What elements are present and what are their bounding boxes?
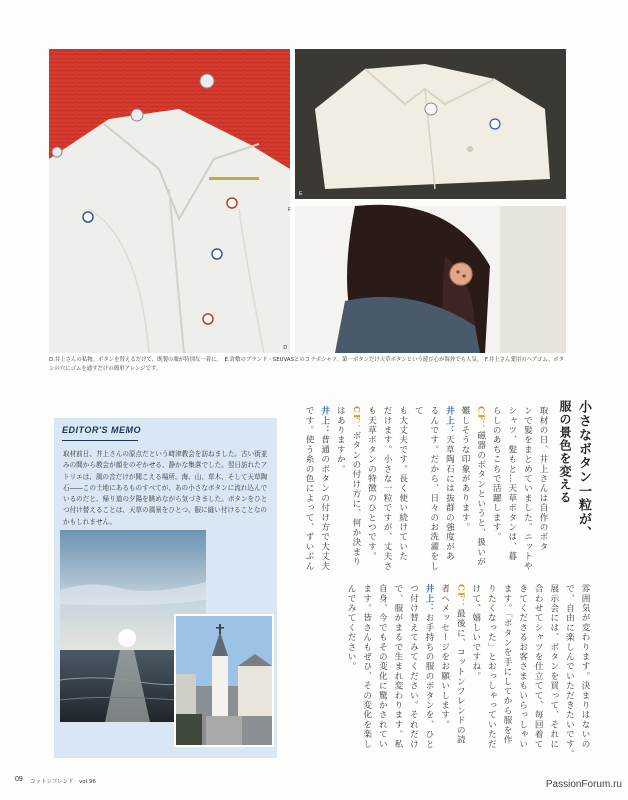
article-line: CF：ボタンの付け方に、何か決まり [350, 406, 361, 567]
article-line: も大丈夫です。長く使い続けていた [397, 406, 408, 562]
article-line: で、自由に楽しんでいただきたいです。 [564, 584, 575, 759]
photo-d-label: D [283, 345, 287, 351]
article-line: ます。皆さんもぜひ、その変化を楽し [361, 584, 372, 749]
article-line: 取材の日、井上さんは自作のボタ [538, 406, 548, 552]
speaker-tag: 井上： [444, 406, 455, 436]
article-line: も天草ボタンの特徴のひとつです。 [366, 406, 377, 562]
photo-f-label: F [288, 207, 292, 213]
memo-title-underline [62, 440, 138, 441]
article-line: 者へメッセージをお願いします。 [439, 584, 450, 730]
photo-f-hair-tie [288, 206, 566, 353]
article-line: りたくなった」とおっしゃっていただ [486, 584, 497, 749]
article-line: です。使う糸の色によって、ずいぶん [304, 406, 315, 571]
article-line: CF：磁器のボタンというと、扱いが [475, 406, 486, 567]
article-line: けて、嬉しいですね。 [470, 584, 481, 681]
watermark: PassionForum.ru [545, 779, 622, 790]
page-number: 09 [15, 776, 23, 783]
memo-photo-church [174, 614, 274, 747]
speaker-tag: CF： [455, 584, 466, 609]
memo-title: EDITOR'S MEMO [62, 425, 141, 435]
speaker-tag: 井上： [424, 584, 435, 614]
memo-text: 取材前日、井上さんの原点だという﨑津教会を訪ねました。古い街並みの間から教会が顔をのぞかせる、静かな集落でした。翌日訪れたアトリエは、風の音だけが聞こえる場所。海、山、草木、そして天草陶石――この土地にあるものすべてが、あの小さなボタンに流れ込んでいるのだと、帰り道の夕陽を眺めながら気づきました。ボタンをひとつ付け替えることは、天草の風景をひとつ、服に縫い付けることなのかもしれません。 [63, 450, 268, 526]
photo-caption: D.井上さんの私物。ボタンを替えるだけで、既製の服が特別な一着に。 E.倉敷のブランド・SEUVASとのコラボシャツ。第一ボタンだけ天草ボタンという遊び心が海外でも人気。 F.井上さん愛用のヘアゴム。ボタンの穴にゴムを通すだけの簡単アレンジです。 [49, 357, 565, 372]
article-line: ンで髪をまとめていました。ニットや [522, 406, 533, 571]
headline-line-2: 服の景色を変える [558, 400, 572, 504]
article-line: らしのあちこちで活躍します。 [491, 406, 502, 542]
article-line: 井上：お手持ちの服のボタンを、ひと [424, 584, 435, 749]
article-body-top [301, 406, 551, 576]
article-line: 合わせてシャツを仕立てて、毎回着て [533, 584, 544, 749]
article-line: 自身、今でもその変化に驚かされてい [377, 584, 388, 749]
photo-f-illustration [295, 206, 566, 353]
article-headline [556, 400, 592, 580]
headline-line-1: 小さなボタン一粒が、 [576, 400, 591, 540]
article-line: 展示会には、ボタンを買って、それに [548, 584, 559, 749]
article-line: きてくださるお客さまもいらっしゃい [517, 584, 528, 749]
article-line: CF：最後に、コットンフレンドの読 [455, 584, 466, 745]
article-line: るんです。だから、日々のお洗濯をして [413, 406, 439, 571]
article-line: んでみてください。 [346, 584, 357, 672]
speaker-tag: 井上： [319, 406, 330, 436]
article-line: だけます。小さな一粒ですが、丈夫さ [382, 406, 393, 571]
speaker-tag: CF： [475, 406, 486, 431]
article-line: シャツ、髪もと…天草ボタンは、暮 [506, 406, 517, 562]
speaker-tag: CF： [350, 406, 361, 431]
article-line: 雰囲気が変わります。決まりはないの [580, 584, 590, 749]
photo-e-label: E [299, 191, 303, 197]
article-line: 難しそうな印象があります。 [460, 406, 471, 533]
article-line: 井上：天草陶石には抜群の強度があ [444, 406, 455, 562]
church-illustration [176, 616, 272, 745]
article-line: ます。「ボタンを手にしてから服を作 [502, 584, 513, 745]
magazine-name: コットンフレンド vol.96 [30, 779, 96, 785]
editors-memo [54, 418, 277, 758]
photo-d-white-shirt [49, 49, 290, 353]
article-line: はありますか。 [335, 406, 346, 474]
article-body-bottom [343, 584, 593, 760]
photo-e-illustration [295, 49, 566, 199]
photo-d-illustration [49, 49, 290, 353]
article-line: で、服がまるで生まれ変わります。私 [392, 584, 403, 749]
article-line: つ付け替えてみてください。それだけ [408, 584, 419, 749]
photo-e-cream-shirt [295, 49, 566, 199]
article-line: 井上：普通のボタンの付け方で大丈夫 [319, 406, 330, 571]
